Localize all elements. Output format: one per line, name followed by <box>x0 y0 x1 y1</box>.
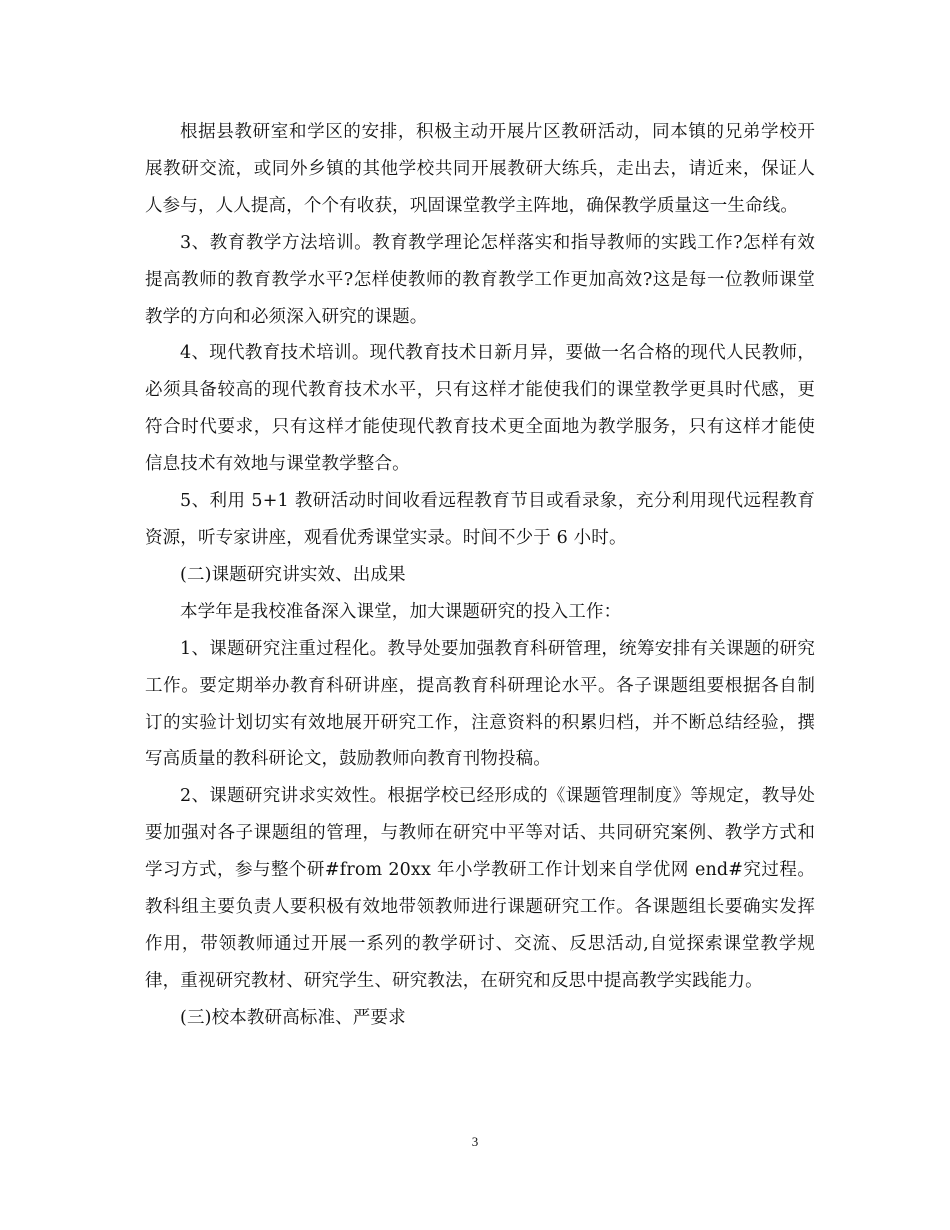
paragraph-7: 2、课题研究讲求实效性。根据学校已经形成的《课题管理制度》等规定，教导处要加强对各子课题组的管理，与教师在研究中平等对话、共同研究案例、教学方式和学习方式，参与整个研#from 20xx 年小学教研工作计划来自学优网 end#究过程。教科组主要负责人要积极有效地带领教师进行课题研究工作。各课题组长要确实发挥作用，带领教师通过开展一系列的教学研讨、交流、反思活动,自觉探索课堂教学规律，重视研究教材、研究学生、研究教法，在研究和反思中提高教学实践能力。 <box>145 786 815 991</box>
section-heading-2: (二)课题研究讲实效、出成果 <box>180 564 406 585</box>
paragraph-5: 本学年是我校准备深入课堂，加大课题研究的投入工作： <box>180 601 622 622</box>
paragraph-1: 根据县教研室和学区的安排，积极主动开展片区教研活动，同本镇的兄弟学校开展教研交流，或同外乡镇的其他学校共同开展教研大练兵，走出去，请近来，保证人人参与，人人提高，个个有收获，巩固课堂教学主阵地，确保教学质量这一生命线。 <box>145 122 815 216</box>
paragraph-6: 1、课题研究注重过程化。教导处要加强教育科研管理，统筹安排有关课题的研究工作。要定期举办教育科研讲座，提高教育科研理论水平。各子课题组要根据各自制订的实验计划切实有效地展开研究工作，注意资料的积累归档，并不断总结经验，撰写高质量的教科研论文，鼓励教师向教育刊物投稿。 <box>145 638 815 770</box>
paragraph-4: 5、利用 5+1 教研活动时间收看远程教育节目或看录象，充分利用现代远程教育资源，听专家讲座，观看优秀课堂实录。时间不少于 6 小时。 <box>145 491 815 548</box>
paragraph-2: 3、教育教学方法培训。教育教学理论怎样落实和指导教师的实践工作?怎样有效提高教师的教育教学水平?怎样使教师的教育教学工作更加高效?这是每一位教师课堂教学的方向和必须深入研究的课题。 <box>145 232 815 327</box>
page-number: 3 <box>471 1134 479 1149</box>
document-body <box>145 114 815 1037</box>
section-heading-3: (三)校本教研高标准、严要求 <box>180 1007 406 1028</box>
paragraph-3: 4、现代教育技术培训。现代教育技术日新月异，要做一名合格的现代人民教师，必须具备较高的现代教育技术水平，只有这样才能使我们的课堂教学更具时代感，更符合时代要求，只有这样才能使现代教育技术更全面地为教学服务，只有这样才能使信息技术有效地与课堂教学整合。 <box>145 343 815 475</box>
